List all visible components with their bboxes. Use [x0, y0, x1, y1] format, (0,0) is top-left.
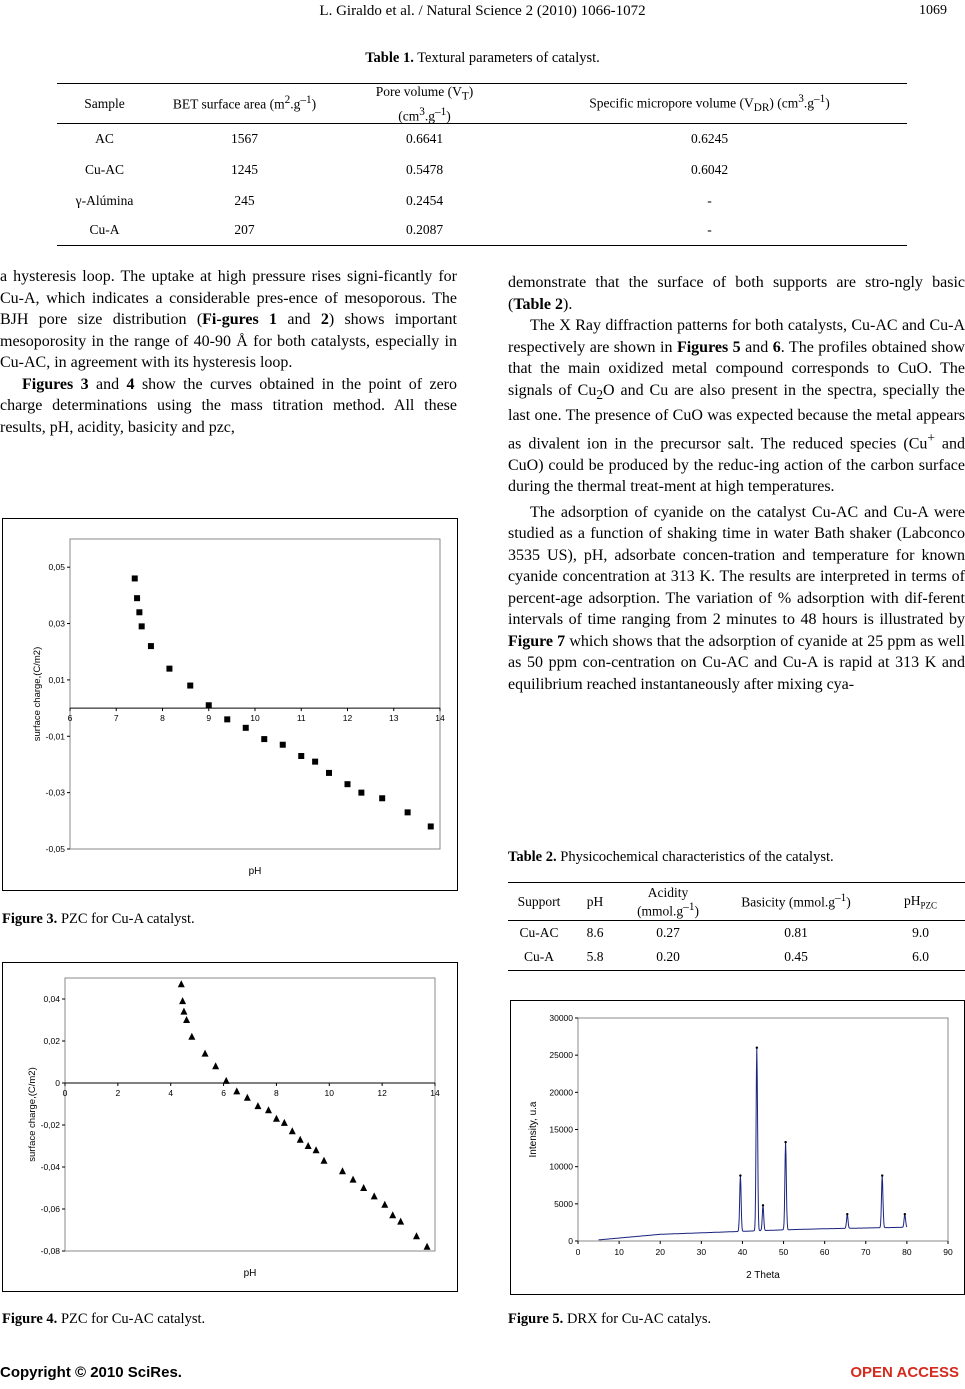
table-cell: 0.2454 — [405, 192, 444, 208]
figure4-caption: Figure 4. PZC for Cu-AC catalyst. — [2, 1311, 206, 1327]
data-point — [243, 725, 249, 731]
data-point — [297, 1136, 304, 1143]
table-cell: 1245 — [231, 162, 258, 178]
peak-marker — [739, 1174, 741, 1176]
data-point — [339, 1167, 346, 1174]
table-cell: 0.6245 — [690, 131, 729, 147]
x-tick-label: 10 — [614, 1247, 624, 1257]
table2 — [508, 882, 965, 971]
table-row — [57, 155, 907, 186]
data-point — [178, 980, 185, 987]
x-tick-label: 40 — [737, 1247, 748, 1257]
x-tick-label: 10 — [250, 713, 260, 724]
y-tick-label: 20000 — [549, 1087, 573, 1098]
figure5-caption: Figure 5. DRX for Cu-AC catalys. — [508, 1311, 712, 1327]
data-point — [289, 1127, 296, 1134]
data-point — [379, 795, 385, 801]
data-point — [148, 643, 154, 649]
table-cell: 6.0 — [912, 949, 929, 965]
figure5-chart — [511, 1001, 964, 1294]
footer-copyright: Copyright © 2010 SciRes. — [0, 1364, 182, 1381]
data-point — [345, 781, 351, 787]
paragraph: a hysteresis loop. The uptake at high pressure rises signi-ficantly for Cu-A, which indicates a considerable pres-ence of mesoporous. The BJH pore size distribution (Fi-gures 1 and 2) shows important mesoporosity in the range of 40-90 Å for both catalysts, especially in Cu-AC, in agreement with its hysteresis loop. — [0, 268, 457, 371]
y-tick-label: 0,05 — [48, 562, 65, 573]
y-tick-label: -0,04 — [40, 1162, 60, 1172]
table-cell: 0.6042 — [690, 162, 729, 178]
y-tick-label: 25000 — [549, 1050, 573, 1061]
table-cell: Cu-AC — [519, 924, 559, 940]
data-point — [428, 823, 434, 829]
data-point — [273, 1115, 280, 1122]
table-cell: 0.45 — [784, 949, 808, 965]
data-point — [321, 1157, 328, 1164]
y-tick-label: 0 — [568, 1236, 573, 1246]
x-tick-label: 0 — [62, 1088, 68, 1098]
table-cell: γ-Alúmina — [75, 192, 134, 208]
x-tick-label: 6 — [221, 1088, 226, 1098]
table-cell: - — [707, 192, 712, 208]
table-cell: - — [707, 222, 712, 238]
y-tick-label: 0,02 — [43, 1036, 60, 1046]
data-point — [134, 595, 140, 601]
peak-marker — [904, 1213, 906, 1215]
y-axis-label: Intensity, u.a — [528, 1101, 539, 1158]
x-axis-label: 2 Theta — [746, 1270, 780, 1281]
table2-header-support: Support — [517, 893, 561, 909]
table-cell: Cu-A — [524, 949, 554, 965]
peak-marker — [756, 1047, 758, 1049]
figure5-box — [510, 1000, 965, 1295]
data-point — [358, 790, 364, 796]
table-cell: 0.5478 — [405, 162, 444, 178]
y-tick-label: -0,06 — [40, 1204, 60, 1214]
y-tick-label: 30000 — [549, 1013, 573, 1023]
y-tick-label: 10000 — [549, 1161, 573, 1172]
figure3-chart — [3, 519, 457, 890]
x-axis-label: pH — [243, 1268, 257, 1279]
data-point — [413, 1232, 420, 1239]
table1-header-sample: Sample — [84, 95, 125, 111]
x-tick-label: 10 — [324, 1088, 335, 1098]
table2-header-ph: pH — [586, 893, 604, 909]
x-tick-label: 8 — [274, 1088, 279, 1098]
y-axis-label: surface charge,(C/m2) — [32, 646, 43, 742]
y-tick-label: 0 — [55, 1078, 60, 1088]
table-cell: 8.6 — [586, 924, 604, 940]
y-tick-label: 0,04 — [43, 994, 60, 1004]
table1 — [57, 83, 907, 246]
x-tick-label: 9 — [206, 713, 212, 724]
table2-header-basicity: Basicity $(mmol.g^{-1})$ — [741, 892, 851, 910]
data-point — [132, 575, 138, 581]
table-cell: 0.6641 — [405, 131, 444, 147]
x-tick-label: 90 — [943, 1247, 953, 1257]
peak-marker — [762, 1204, 764, 1206]
x-axis-label: pH — [248, 866, 262, 877]
data-point — [313, 1146, 320, 1153]
y-tick-label: 0,03 — [48, 618, 65, 629]
left-column-text — [0, 266, 457, 438]
table-cell: 0.20 — [656, 949, 680, 965]
x-tick-label: 30 — [696, 1247, 707, 1257]
data-point — [187, 683, 193, 689]
footer-open-access: OPEN ACCESS — [850, 1364, 959, 1381]
data-point — [265, 1106, 272, 1113]
table1-header-pore: Pore volume $(V_T)$ $(cm^3.g^{-1})$ — [375, 84, 474, 124]
table2-header-phpzc: $pH_{PZC}$ — [903, 892, 937, 911]
x-tick-label: 14 — [435, 713, 445, 724]
paragraph: The adsorption of cyanide on the catalyst Cu-AC and Cu-A were studied as a function of shaking time in water Bath shaker (Labconco 3535 US), pH, adsorbate concen-tration and temperature for known cyanide concentration at 313 K. The results are interpreted in terms of percent-age adsorption. The variation of % adsorption with dif-ferent intervals of time ranging from 2 minutes to 48 hours is illustrated by Figure 7 which shows that the adsorption of cyanide at 25 ppm as well as 50 ppm con-centration on Cu-AC and Cu-A is rapid at 313 K and equilibrium reached instantaneously after mixing cya- — [508, 503, 965, 693]
x-tick-label: 7 — [113, 713, 119, 724]
x-tick-label: 0 — [575, 1247, 581, 1257]
table-cell: 207 — [234, 222, 255, 238]
data-point — [136, 609, 142, 615]
data-point — [261, 736, 267, 742]
x-tick-label: 13 — [389, 713, 399, 724]
y-axis-label: surface charge,(C/m2) — [27, 1067, 38, 1162]
table-row — [57, 216, 907, 246]
table-cell: 245 — [234, 192, 255, 208]
plot-area — [67, 539, 440, 849]
figure3-box — [2, 518, 458, 891]
x-tick-label: 80 — [902, 1247, 912, 1257]
x-tick-label: 20 — [655, 1247, 665, 1257]
data-point — [139, 623, 145, 629]
x-tick-label: 70 — [861, 1247, 871, 1257]
data-point — [424, 1243, 431, 1250]
x-tick-label: 60 — [819, 1247, 830, 1257]
data-point — [183, 1016, 190, 1023]
table-cell: 0.81 — [784, 924, 808, 940]
table-cell: 9.0 — [912, 924, 929, 940]
table2-caption: Table 2. Physicochemical characteristics of the catalyst. — [508, 849, 834, 865]
table-cell: 0.27 — [656, 924, 680, 940]
data-point — [233, 1087, 240, 1094]
x-tick-label: 12 — [342, 713, 353, 724]
y-tick-label: -0,02 — [40, 1120, 60, 1130]
table1-header-bet: BET surface area $(m^2.g^{-1})$ — [172, 94, 317, 112]
data-point — [312, 759, 318, 765]
table-cell: Cu-A — [89, 222, 120, 238]
table-cell: Cu-AC — [84, 162, 124, 178]
table1-header-micropore: Specific micropore volume $(V_{DR})$ $(cm^3.g^{-1})$ — [589, 93, 830, 115]
y-tick-label: 0,01 — [48, 674, 65, 685]
y-tick-label: -0,05 — [45, 844, 65, 854]
peak-marker — [881, 1174, 883, 1176]
page-number: 1069 — [919, 3, 947, 18]
right-column-text — [508, 272, 965, 695]
x-tick-label: 4 — [168, 1088, 174, 1098]
data-point — [371, 1192, 378, 1199]
table-cell: AC — [95, 131, 114, 147]
data-point — [212, 1062, 219, 1069]
table-row — [57, 124, 907, 155]
data-point — [389, 1211, 396, 1218]
data-point — [206, 702, 212, 708]
data-point — [405, 809, 411, 815]
data-point — [188, 1033, 195, 1040]
y-tick-label: 5000 — [554, 1198, 573, 1209]
table1-caption: Table 1. Textural parameters of catalyst. — [365, 50, 600, 66]
data-point — [326, 770, 332, 776]
paragraph: Figures 3 and 4 show the curves obtained in the point of zero charge determinations using the mass titration method. All these results, pH, acidity, basicity and pzc, — [0, 375, 457, 436]
data-point — [202, 1050, 209, 1057]
data-point — [166, 666, 172, 672]
y-tick-label: -0,01 — [45, 731, 65, 742]
y-tick-label: -0,03 — [45, 787, 65, 798]
figure3-caption: Figure 3. PZC for Cu-A catalyst. — [2, 911, 195, 927]
x-tick-label: 50 — [778, 1247, 789, 1257]
spectrum-line — [599, 1048, 907, 1240]
plot-area — [62, 978, 435, 1251]
table-cell: 5.8 — [586, 949, 604, 965]
figure4-chart — [3, 963, 457, 1291]
paragraph: demonstrate that the surface of both supports are stro-ngly basic (Table 2). — [508, 274, 965, 313]
peak-marker — [846, 1213, 848, 1215]
data-point — [360, 1184, 367, 1191]
data-point — [244, 1094, 251, 1101]
data-point — [281, 1119, 288, 1126]
data-point — [223, 1077, 230, 1084]
peak-marker — [784, 1141, 786, 1143]
table2-header-row — [508, 883, 965, 921]
table-row — [57, 186, 907, 216]
y-tick-label: -0,08 — [40, 1246, 60, 1256]
table-cell: 0.2087 — [405, 222, 444, 238]
data-point — [305, 1142, 312, 1149]
data-point — [224, 716, 230, 722]
table-row — [508, 921, 965, 945]
data-point — [280, 742, 286, 748]
table2-header-acidity: Acidity $(mmol.g^{-1})$ — [637, 884, 699, 919]
table1-header-row — [57, 84, 907, 124]
x-tick-label: 14 — [430, 1088, 440, 1098]
x-tick-label: 8 — [160, 713, 165, 724]
x-tick-label: 2 — [115, 1088, 121, 1098]
data-point — [180, 1008, 187, 1015]
table-cell: 1567 — [231, 131, 258, 147]
data-point — [350, 1176, 357, 1183]
paragraph: The X Ray diffraction patterns for both catalysts, Cu-AC and Cu-A respectively are shown in Figures 5 and 6. The profiles obtained show that the main oxidized metal compound corresponds to CuO. The signals of $Cu_2O$ and Cu are also present in the spectra, specially the last one. The presence of CuO was expected because the metal appears as divalent ion in the precursor salt. The reduced species (Cu+ and CuO) could be produced by the reduc-ing action of the carbon surface during the thermal treat-ment at high temperatures. — [508, 317, 965, 496]
x-tick-label: 11 — [296, 713, 306, 724]
table-row — [508, 945, 965, 971]
y-tick-label: 15000 — [549, 1124, 573, 1135]
running-head: L. Giraldo et al. / Natural Science 2 (2010) 1066-1072 — [319, 3, 646, 19]
x-tick-label: 12 — [377, 1088, 387, 1098]
data-point — [397, 1218, 404, 1225]
data-point — [254, 1102, 261, 1109]
data-point — [381, 1201, 388, 1208]
x-tick-label: 6 — [67, 713, 73, 724]
data-point — [298, 753, 304, 759]
figure4-box — [2, 962, 458, 1292]
data-point — [179, 997, 186, 1004]
